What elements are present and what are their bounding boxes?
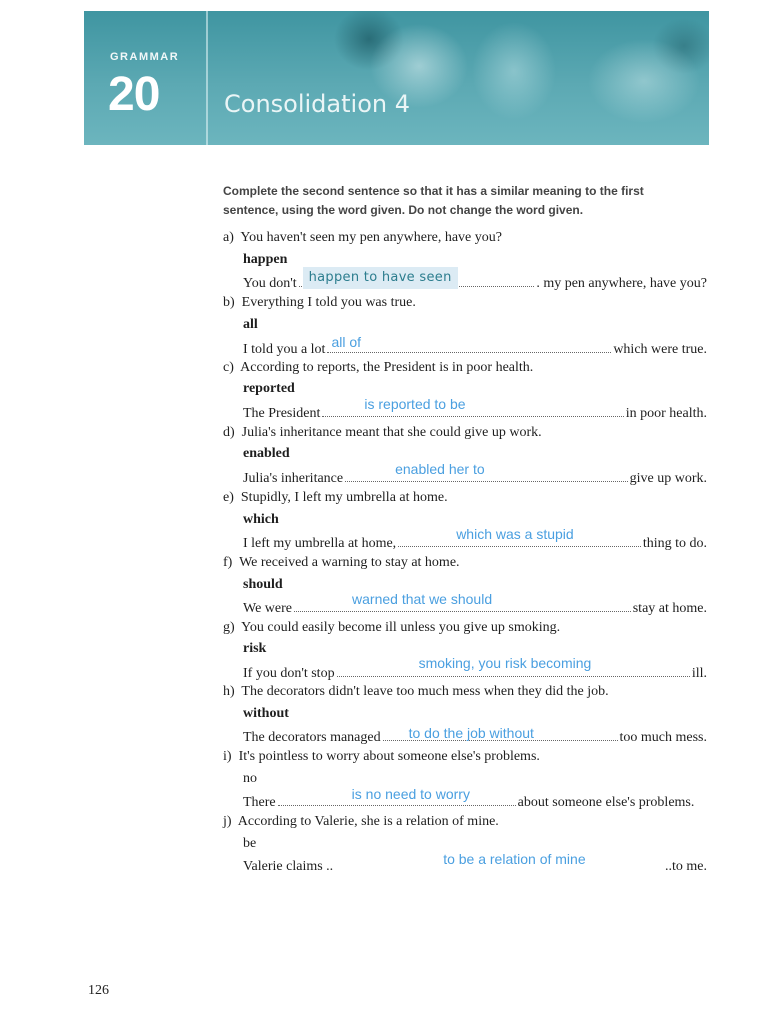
answer-line-i — [243, 786, 707, 812]
answer-text: all of — [331, 334, 362, 350]
series-label: GRAMMAR — [110, 51, 180, 63]
answer-line-a — [243, 272, 707, 293]
question-sentence-h: h) The decorators didn't leave too much mess when they did the job. — [223, 684, 609, 699]
question-sentence-c: c) According to reports, the President is in poor health. — [223, 360, 534, 375]
answer-prefix: If you don't stop — [243, 666, 335, 681]
keyword-a: happen — [243, 252, 288, 267]
answer-text: to be a relation of mine — [443, 851, 586, 867]
answer-blank[interactable] — [322, 396, 623, 417]
question-sentence-j: j) According to Valerie, she is a relation of mine. — [223, 814, 499, 829]
keyword-c: reported — [243, 381, 295, 396]
question-sentence-b: b) Everything I told you was true. — [223, 295, 416, 310]
answer-prefix: I told you a lot — [243, 342, 326, 357]
answer-blank[interactable] — [398, 526, 641, 547]
keyword-e: which — [243, 512, 279, 527]
answer-line-c — [243, 396, 707, 423]
answer-prefix: There — [243, 795, 276, 810]
keyword-g: risk — [243, 641, 267, 656]
answer-blank[interactable] — [294, 591, 631, 612]
keyword-i: no — [243, 771, 257, 786]
chapter-banner — [84, 11, 709, 145]
answer-line-j — [243, 851, 707, 876]
keyword-b: all — [243, 317, 258, 332]
answer-blank[interactable] — [383, 726, 618, 741]
keyword-j: be — [243, 836, 257, 851]
question-sentence-e: e) Stupidly, I left my umbrella at home. — [223, 490, 448, 505]
question-sentence-f: f) We received a warning to stay at home. — [223, 555, 460, 570]
answer-blank[interactable] — [337, 655, 690, 677]
answer-text: which was a stupid — [456, 526, 574, 542]
answer-blank[interactable] — [278, 786, 516, 806]
answer-suffix: too much mess. — [619, 730, 707, 745]
question-sentence-g: g) You could easily become ill unless you give up smoking. — [223, 620, 561, 635]
answer-suffix: about someone else's problems. — [517, 795, 695, 810]
answer-suffix: give up work. — [629, 471, 707, 486]
keyword-h: without — [243, 706, 289, 721]
answer-blank[interactable] — [335, 851, 663, 870]
answer-line-g — [243, 655, 707, 683]
answer-prefix: The decorators managed — [243, 730, 381, 745]
answer-prefix: The President — [243, 406, 321, 421]
answer-prefix: Julia's inheritance — [243, 471, 344, 486]
answer-suffix: in poor health. — [625, 406, 707, 421]
keyword-d: enabled — [243, 446, 290, 461]
answer-suffix: stay at home. — [632, 601, 707, 616]
answer-suffix: thing to do. — [642, 536, 707, 551]
unit-number: 20 — [108, 68, 160, 121]
answer-text: happen to have seen — [303, 267, 458, 289]
answer-line-h — [243, 726, 707, 747]
answer-line-e — [243, 526, 707, 553]
answer-suffix: ..to me. — [665, 859, 707, 874]
answer-prefix: You don't — [243, 276, 297, 291]
page-number: 126 — [88, 983, 109, 998]
answer-text: is reported to be — [364, 396, 466, 412]
answer-blank[interactable] — [345, 461, 628, 482]
answer-text: warned that we should — [352, 591, 493, 607]
page-title: Consolidation 4 — [224, 90, 410, 118]
answer-line-f — [243, 591, 707, 618]
question-sentence-i: i) It's pointless to worry about someone else's problems. — [223, 749, 540, 764]
instructions: Complete the second sentence so that it has a similar meaning to the first sentence, using the word given. Do not change the word given. — [223, 184, 644, 217]
answer-line-d — [243, 461, 707, 488]
answer-prefix: I left my umbrella at home, — [243, 536, 397, 551]
answer-suffix: ill. — [691, 666, 707, 681]
answer-prefix: We were — [243, 601, 293, 616]
answer-text: is no need to worry — [351, 786, 470, 802]
answer-blank[interactable] — [299, 272, 535, 287]
answer-suffix: . my pen anywhere, have you? — [536, 276, 707, 291]
answer-suffix: which were true. — [613, 342, 707, 357]
answer-text: to do the job without — [408, 725, 534, 741]
keyword-f: should — [243, 577, 283, 592]
banner-divider — [206, 11, 208, 145]
answer-text: smoking, you risk becoming — [418, 655, 592, 671]
question-sentence-d: d) Julia's inheritance meant that she could give up work. — [223, 425, 542, 440]
answer-line-b — [243, 334, 707, 359]
answer-text: enabled her to — [395, 461, 485, 477]
answer-blank[interactable] — [327, 334, 611, 353]
answer-prefix: Valerie claims .. — [243, 859, 334, 874]
question-sentence-a: a) You haven't seen my pen anywhere, have you? — [223, 230, 502, 245]
